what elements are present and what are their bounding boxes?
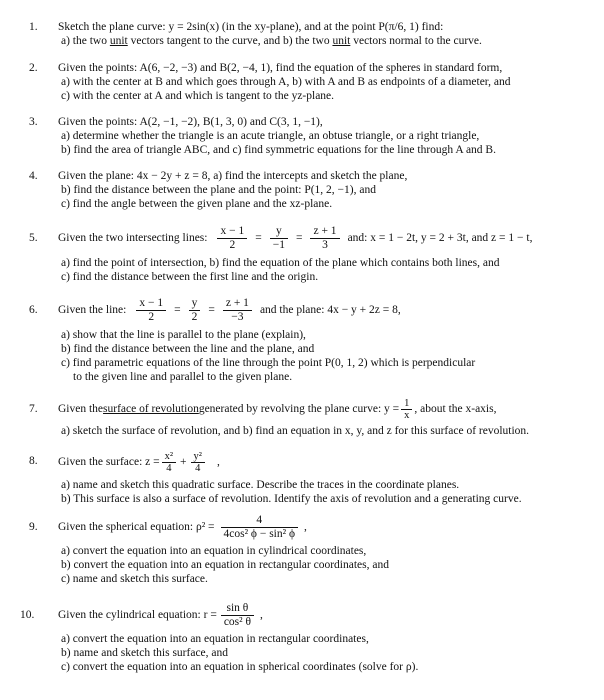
- problem-number: 6.: [29, 304, 38, 316]
- problem-number: 2.: [29, 62, 38, 74]
- problem-number: 7.: [29, 403, 38, 415]
- part-c: c) find the angle between the given plane and the xz-plane.: [61, 198, 333, 210]
- problem-number: 8.: [29, 455, 38, 467]
- problem-number: 4.: [29, 170, 38, 182]
- part-a: a) sketch the surface of revolution, and b) find an equation in x, y, and z for this surface of revolution.: [61, 425, 530, 437]
- fraction-z: $\frac{z + 1}{3}$: [310, 225, 339, 252]
- fraction-y-squared: $\frac{\text{y²}}{4}$: [191, 451, 205, 474]
- part-a: a) name and sketch this quadratic surface. Describe the traces in the coordinate planes.: [61, 479, 460, 491]
- problem-lead: Given the line: $\frac{x - 1}{2}$ = $\frac{y}{2}$ = $\frac{z + 1}{-3}$ and the plane: 4x − y + 2z = 8,: [58, 296, 401, 323]
- fraction-z: $\frac{z + 1}{-3}$: [223, 297, 252, 324]
- part-c: c) convert the equation into an equation in spherical coordinates (solve for ρ).: [61, 661, 419, 673]
- problem-lead: Given the surface: z = $\frac{\text{x²}}{4}$ + $\frac{\text{y²}}{4}$ ,: [58, 450, 220, 474]
- part-b: b) find the distance between the line and the plane, and: [61, 343, 315, 355]
- problem-lead: Given the two intersecting lines: $\frac{x - 1}{2}$ = $\frac{y}{-1}$ = $\frac{z + 1}{3}$ and: x = 1 − 2t, y = 2 + 3t, and z = 1 − t,: [58, 224, 533, 251]
- part-b: b) find the area of triangle ABC, and c) find symmetric equations for the line through A and B.: [61, 144, 496, 156]
- part-c: c) find the distance between the first line and the origin.: [61, 271, 319, 283]
- problem-lead: Given the spherical equation: ρ² = $\frac{4}{\text{4cos² ϕ − sin² ϕ}}$ ,: [58, 513, 307, 540]
- part-a: a) the two unit vectors tangent to the curve, and b) the two unit vectors normal to the curve.: [61, 35, 482, 47]
- fraction-x: $\frac{x - 1}{2}$: [136, 297, 166, 324]
- part-a: a) convert the equation into an equation in cylindrical coordinates,: [61, 545, 367, 557]
- problem-number: 5.: [29, 232, 38, 244]
- fraction-cylindrical: $\frac{\text{sin θ}}{\text{cos² θ}}$: [221, 602, 254, 629]
- part-a: a) find the point of intersection, b) find the equation of the plane which contains both lines, and: [61, 257, 500, 269]
- part-b: b) name and sketch this surface, and: [61, 647, 229, 659]
- problem-number: 3.: [29, 116, 38, 128]
- problem-lead: Given the points: A(6, −2, −3) and B(2, −4, 1), find the equation of the spheres in standard form,: [58, 62, 503, 74]
- part-a: a) determine whether the triangle is an acute triangle, an obtuse triangle, or a right triangle,: [61, 130, 480, 142]
- fraction-x-squared: $\frac{\text{x²}}{4}$: [162, 451, 176, 474]
- part-c: c) name and sketch this surface.: [61, 573, 208, 585]
- problem-number: 10.: [20, 609, 35, 621]
- fraction-x: $\frac{x - 1}{2}$: [217, 225, 247, 252]
- part-b: b) convert the equation into an equation in rectangular coordinates, and: [61, 559, 389, 571]
- part-b: b) find the distance between the plane and the point: P(1, 2, −1), and: [61, 184, 376, 196]
- problem-lead: Given the plane: 4x − 2y + z = 8, a) find the intercepts and sketch the plane,: [58, 170, 408, 182]
- fraction-one-over-x: $\frac{1}{x}$: [401, 398, 412, 421]
- problem-lead: Given the cylindrical equation: r = $\frac{\text{sin θ}}{\text{cos² θ}}$ ,: [58, 601, 263, 628]
- part-c-continued: to the given line and parallel to the given plane.: [73, 371, 293, 383]
- problem-lead: Sketch the plane curve: y = 2sin(x) (in the xy-plane), and at the point P(π/6, 1) find:: [58, 21, 444, 33]
- part-a: a) with the center at B and which goes through A, b) with A and B as endpoints of a diameter, and: [61, 76, 511, 88]
- part-c: c) with the center at A and which is tangent to the yz-plane.: [61, 90, 335, 102]
- fraction-spherical: $\frac{4}{\text{4cos² ϕ − sin² ϕ}}$: [221, 514, 299, 541]
- fraction-y: $\frac{y}{2}$: [189, 297, 201, 324]
- fraction-y: $\frac{y}{-1}$: [270, 225, 288, 252]
- part-a: a) convert the equation into an equation in rectangular coordinates,: [61, 633, 369, 645]
- problem-number: 9.: [29, 521, 38, 533]
- problem-lead: Given the surface of revolution generated by revolving the plane curve: y = $\frac{1}{x}$ , about the x-axis,: [58, 397, 497, 421]
- problem-number: 1.: [29, 21, 38, 33]
- part-a: a) show that the line is parallel to the plane (explain),: [61, 329, 306, 341]
- problem-lead: Given the points: A(2, −1, −2), B(1, 3, 0) and C(3, 1, −1),: [58, 116, 323, 128]
- part-c: c) find parametric equations of the line through the point P(0, 1, 2) which is perpendicular: [61, 357, 476, 369]
- part-b: b) This surface is also a surface of revolution. Identify the axis of revolution and a generating curve.: [61, 493, 522, 505]
